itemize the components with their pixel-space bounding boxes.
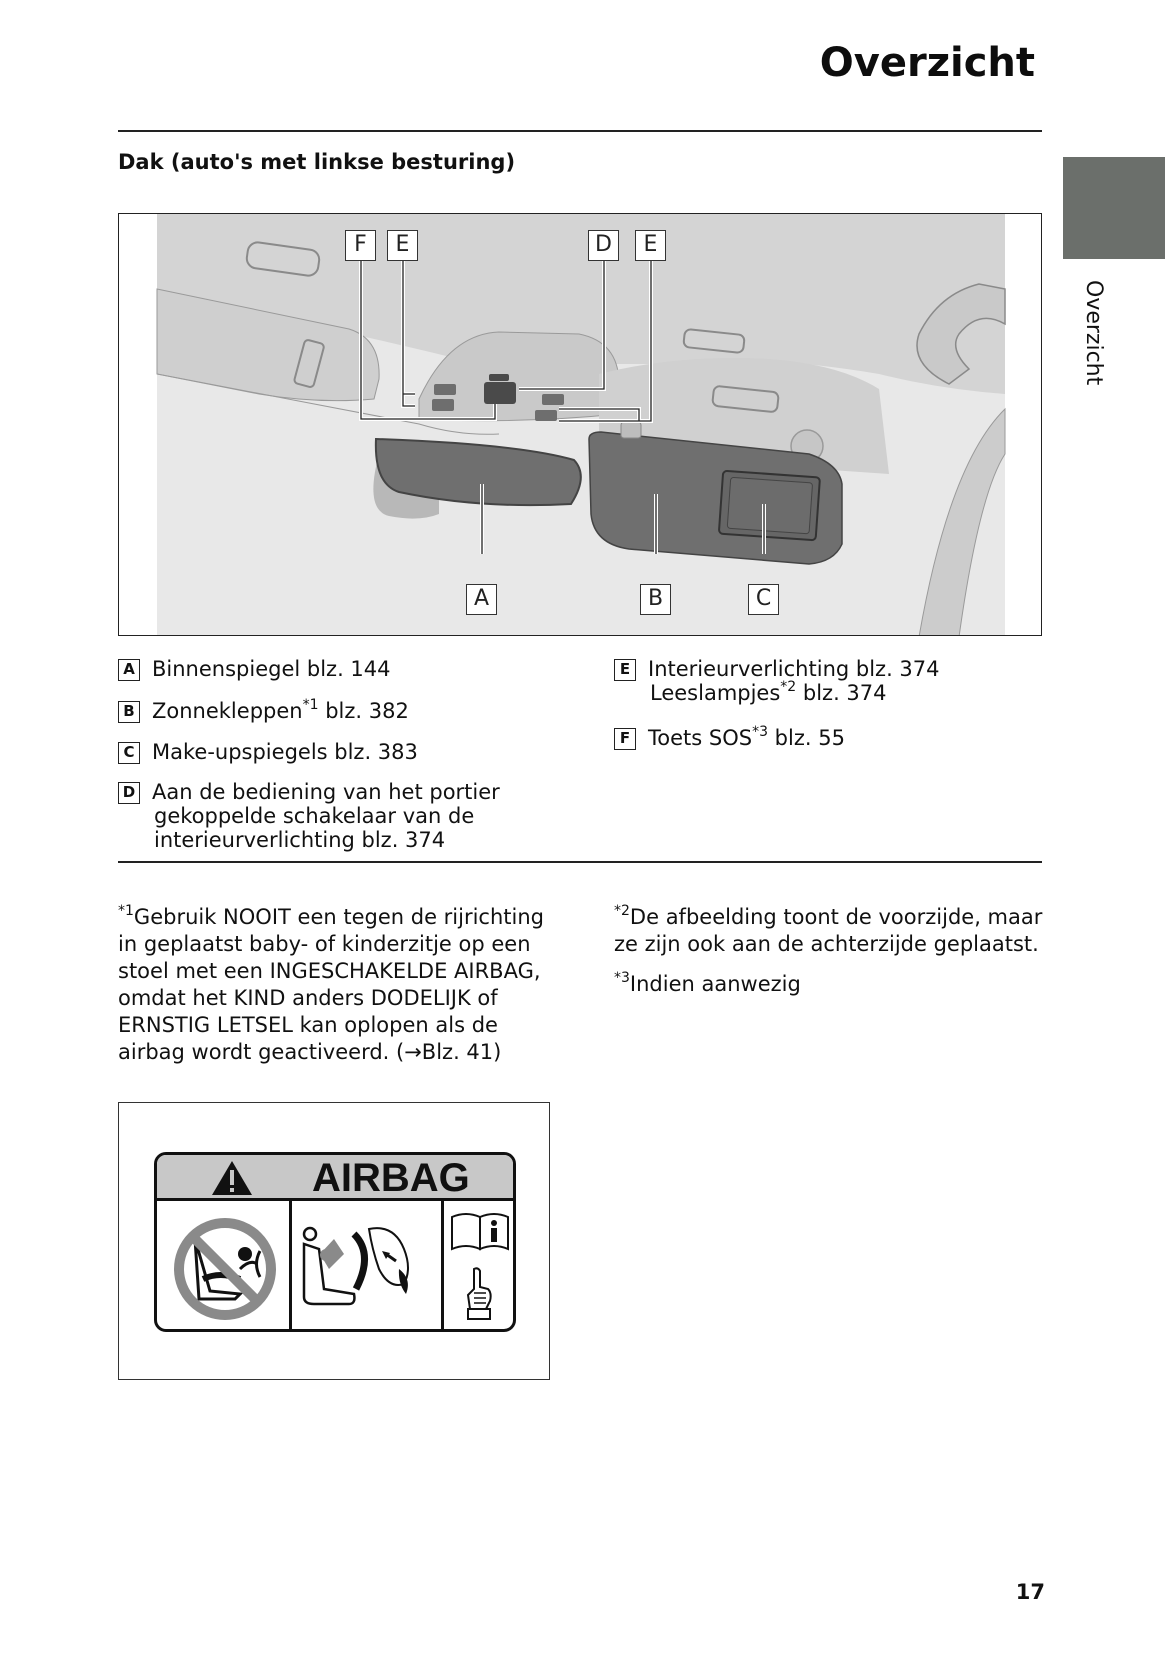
callout-f: F	[345, 230, 376, 261]
legend-item-f: F Toets SOS$^{*3}$ blz. 55	[614, 726, 845, 750]
footnote-2: $^{*2}$De afbeelding toont de voorzijde, maar ze zijn ook aan de achterzijde geplaatst.	[614, 903, 1043, 956]
section-divider	[118, 861, 1042, 863]
manual-info-icon	[448, 1209, 512, 1257]
legend-text-a: Binnenspiegel blz. 144	[152, 657, 391, 681]
title-divider	[118, 130, 1042, 132]
airbag-label-header	[157, 1155, 513, 1201]
badge-b: B	[118, 701, 140, 723]
roof-interior-drawing	[119, 214, 1042, 636]
no-rear-facing-child-seat-icon	[165, 1209, 285, 1329]
page-title: Overzicht	[819, 40, 1035, 86]
badge-f: F	[614, 728, 636, 750]
badge-e: E	[614, 659, 636, 681]
badge-d: D	[118, 782, 140, 804]
legend-item-d: D Aan de bediening van het portier gekoppelde schakelaar van de interieurverlichting blz. 374	[118, 780, 500, 852]
panel-divider	[441, 1201, 444, 1332]
warning-triangle-icon	[207, 1155, 257, 1201]
legend-text-c: Make-upspiegels blz. 383	[152, 740, 418, 764]
airbag-warning-label	[154, 1152, 516, 1332]
roof-illustration	[118, 213, 1042, 636]
chapter-tab-label: Overzicht	[1081, 280, 1106, 386]
callout-e-left: E	[387, 230, 418, 261]
airbag-warning-figure	[118, 1102, 550, 1380]
legend-item-b: B Zonnekleppen$^{*1}$ blz. 382	[118, 699, 409, 723]
legend-item-c	[118, 740, 418, 764]
callout-a: A	[466, 584, 497, 615]
panel-divider	[289, 1201, 292, 1332]
badge-c: C	[118, 742, 140, 764]
section-heading: Dak (auto's met linkse besturing)	[118, 150, 516, 174]
footnote-3: $^{*3}$Indien aanwezig	[614, 970, 801, 996]
callout-d: D	[588, 230, 619, 261]
page-number: 17	[1015, 1580, 1045, 1604]
legend-item-e: E Interieurverlichting blz. 374 Leeslampjes$^{*2}$ blz. 374	[614, 657, 940, 705]
callout-c: C	[748, 584, 779, 615]
airbag-deploy-icon	[294, 1209, 440, 1329]
chapter-tab	[1063, 157, 1165, 259]
callout-b: B	[640, 584, 671, 615]
footnote-1: $^{*1}$Gebruik NOOIT een tegen de rijrichting in geplaatst baby- of kinderzitje op een stoel met een INGESCHAKELDE AIRBAG, omdat het KIND anders DODELIJK of ERNSTIG LETSEL kan oplopen als de airbag wordt geactiveerd. (→Blz. 41)	[118, 903, 544, 1064]
callout-e-right: E	[635, 230, 666, 261]
legend-item-a	[118, 657, 391, 681]
badge-a: A	[118, 659, 140, 681]
hand-pointing-icon	[460, 1265, 500, 1325]
airbag-label-title: AIRBAG	[312, 1156, 470, 1200]
